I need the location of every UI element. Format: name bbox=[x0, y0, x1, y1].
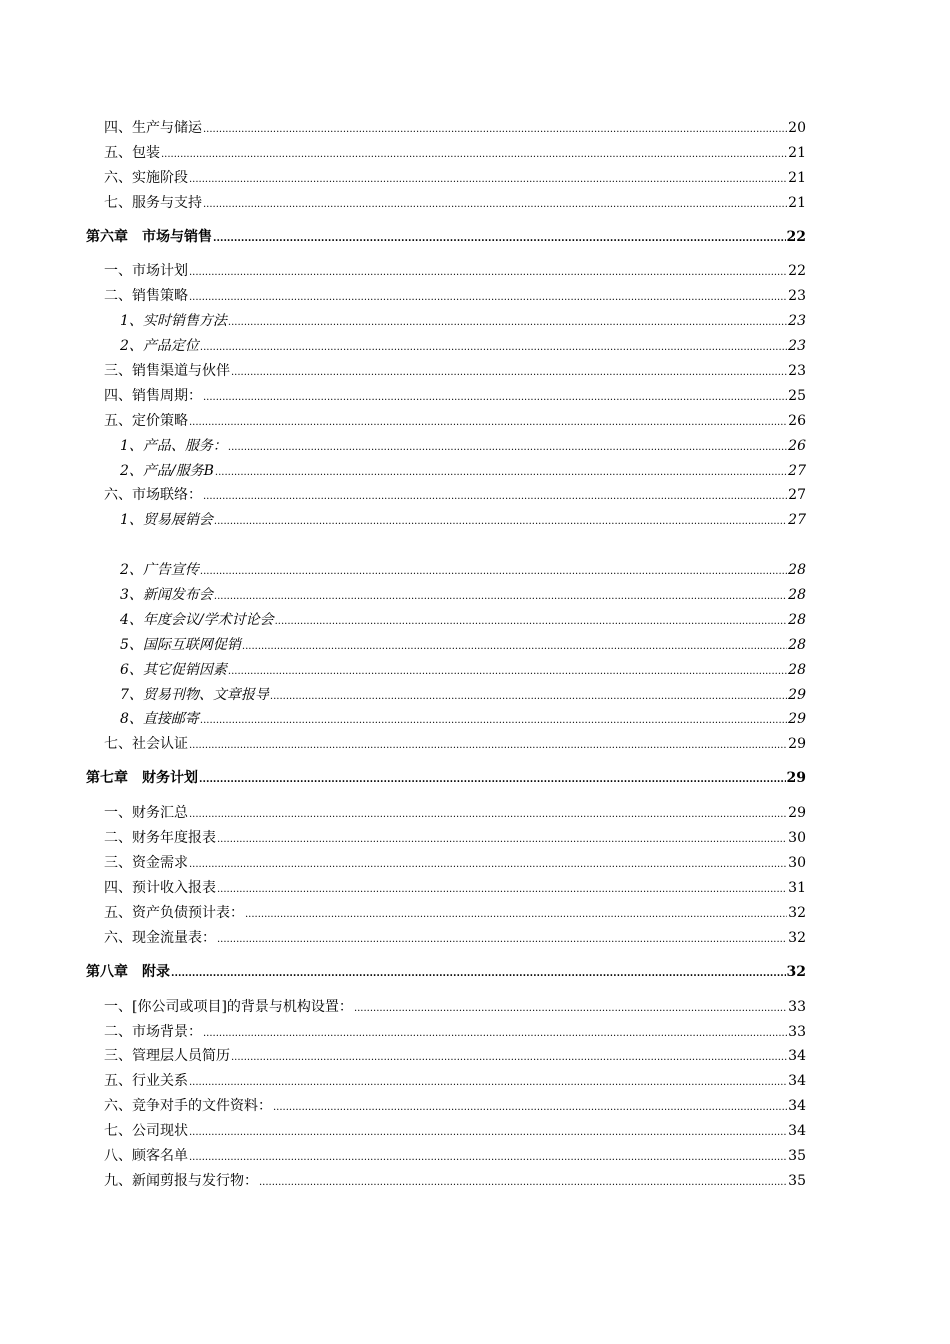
toc-page-number: 29 bbox=[788, 711, 806, 728]
toc-entry[interactable] bbox=[86, 380, 806, 405]
toc-entry[interactable] bbox=[86, 554, 806, 579]
toc-entry-label: 2、产品/服务B bbox=[120, 462, 214, 479]
toc-entry-label: 六、市场联络： bbox=[104, 487, 202, 504]
toc-entry[interactable] bbox=[86, 430, 806, 455]
toc-entry-label: 六、实施阶段 bbox=[104, 169, 188, 186]
toc-page-number: 26 bbox=[788, 437, 806, 454]
toc-entry-label: 一、市场计划 bbox=[104, 263, 188, 280]
toc-leader-dots bbox=[259, 1172, 787, 1190]
toc-leader-dots bbox=[273, 1097, 787, 1115]
toc-entry[interactable] bbox=[86, 922, 806, 947]
toc-leader-dots bbox=[189, 735, 787, 753]
toc-page-number: 35 bbox=[788, 1147, 806, 1164]
toc-leader-dots bbox=[189, 1147, 787, 1165]
toc-entry[interactable] bbox=[86, 405, 806, 430]
toc-entry[interactable] bbox=[86, 1041, 806, 1066]
toc-entry[interactable] bbox=[86, 1165, 806, 1190]
toc-page-number: 32 bbox=[788, 904, 806, 921]
toc-entry-label: 七、服务与支持 bbox=[104, 194, 202, 211]
toc-leader-dots bbox=[171, 963, 786, 981]
toc-entry-label: 二、销售策略 bbox=[104, 288, 188, 305]
toc-entry-label: 九、新闻剪报与发行物： bbox=[104, 1172, 258, 1189]
toc-page-number: 34 bbox=[788, 1048, 806, 1065]
toc-page-number: 28 bbox=[788, 611, 806, 628]
toc-entry-label: 二、财务年度报表 bbox=[104, 830, 216, 847]
toc-leader-dots bbox=[270, 686, 787, 704]
toc-entry-label: 第六章 市场与销售 bbox=[86, 228, 212, 245]
toc-page-number: 20 bbox=[788, 119, 806, 136]
toc-entry-label: 第八章 附录 bbox=[86, 963, 170, 980]
toc-entry-label: 1、实时销售方法 bbox=[120, 313, 227, 330]
toc-chapter-entry[interactable] bbox=[86, 763, 806, 787]
toc-entry-label: 六、现金流量表： bbox=[104, 929, 216, 946]
toc-page-number: 34 bbox=[788, 1073, 806, 1090]
toc-page-number: 23 bbox=[788, 363, 806, 380]
toc-entry[interactable] bbox=[86, 991, 806, 1016]
toc-page-number: 26 bbox=[788, 412, 806, 429]
toc-leader-dots bbox=[203, 1023, 787, 1041]
toc-entry[interactable] bbox=[86, 1115, 806, 1140]
toc-entry-label: 三、资金需求 bbox=[104, 855, 188, 872]
toc-entry[interactable] bbox=[86, 1016, 806, 1041]
toc-entry[interactable] bbox=[86, 280, 806, 305]
toc-leader-dots bbox=[231, 1047, 787, 1065]
toc-entry-label: 四、销售周期： bbox=[104, 387, 202, 404]
toc-entry[interactable] bbox=[86, 579, 806, 604]
toc-entry[interactable] bbox=[86, 604, 806, 629]
toc-leader-dots bbox=[215, 462, 787, 480]
toc-entry-label: 七、社会认证 bbox=[104, 736, 188, 753]
toc-entry[interactable] bbox=[86, 112, 806, 137]
toc-page-number: 27 bbox=[788, 512, 806, 529]
toc-entry[interactable] bbox=[86, 704, 806, 729]
toc-leader-dots bbox=[203, 194, 787, 212]
toc-entry[interactable] bbox=[86, 679, 806, 704]
toc-page-number: 35 bbox=[788, 1172, 806, 1189]
toc-entry-label: 五、定价策略 bbox=[104, 412, 188, 429]
toc-page-number: 27 bbox=[788, 487, 806, 504]
toc-leader-dots bbox=[200, 710, 787, 728]
toc-page-number: 28 bbox=[788, 587, 806, 604]
toc-entry[interactable] bbox=[86, 504, 806, 529]
toc-entry-label: 三、销售渠道与伙伴 bbox=[104, 363, 230, 380]
toc-page-number: 21 bbox=[788, 169, 806, 186]
toc-page-number: 27 bbox=[788, 462, 806, 479]
toc-entry-label: 八、顾客名单 bbox=[104, 1147, 188, 1164]
toc-entry-label: 六、竞争对手的文件资料： bbox=[104, 1098, 272, 1115]
toc-page-number: 21 bbox=[788, 144, 806, 161]
toc-page-number: 34 bbox=[788, 1098, 806, 1115]
toc-page-number: 34 bbox=[788, 1123, 806, 1140]
toc-entry-label: 4、年度会议/学术讨论会 bbox=[120, 611, 274, 628]
toc-page-number: 30 bbox=[788, 830, 806, 847]
toc-entry-label: 二、市场背景： bbox=[104, 1023, 202, 1040]
toc-page-number: 29 bbox=[788, 805, 806, 822]
toc-page-number: 29 bbox=[788, 686, 806, 703]
toc-chapter-entry[interactable] bbox=[86, 222, 806, 246]
toc-entry-label: 7、贸易刊物、文章报导 bbox=[120, 686, 269, 703]
toc-entry[interactable] bbox=[86, 872, 806, 897]
toc-leader-dots bbox=[203, 119, 787, 137]
toc-page-number: 28 bbox=[788, 636, 806, 653]
toc-leader-dots bbox=[189, 412, 787, 430]
toc-page-number: 32 bbox=[788, 929, 806, 946]
toc-entry[interactable] bbox=[86, 654, 806, 679]
toc-leader-dots bbox=[203, 387, 787, 405]
toc-leader-dots bbox=[217, 829, 787, 847]
toc-leader-dots bbox=[189, 804, 787, 822]
toc-leader-dots bbox=[189, 854, 787, 872]
toc-entry[interactable] bbox=[86, 162, 806, 187]
toc-entry-label: 2、广告宣传 bbox=[120, 562, 199, 579]
toc-entry-label: 1、产品、服务： bbox=[120, 437, 227, 454]
toc-entry[interactable] bbox=[86, 1065, 806, 1090]
toc-leader-dots bbox=[189, 287, 787, 305]
toc-entry-label: 8、直接邮寄 bbox=[120, 711, 199, 728]
toc-entry[interactable] bbox=[86, 355, 806, 380]
toc-entry[interactable] bbox=[86, 897, 806, 922]
toc-entry[interactable] bbox=[86, 629, 806, 654]
toc-entry-label: 5、国际互联网促销 bbox=[120, 636, 241, 653]
toc-entry[interactable] bbox=[86, 1090, 806, 1115]
toc-leader-dots bbox=[189, 262, 787, 280]
toc-entry-label: 五、包装 bbox=[104, 144, 160, 161]
toc-page-number: 23 bbox=[788, 313, 806, 330]
toc-entry-label: 四、生产与储运 bbox=[104, 119, 202, 136]
toc-leader-dots bbox=[354, 998, 787, 1016]
toc-leader-dots bbox=[214, 586, 787, 604]
toc-leader-dots bbox=[228, 437, 787, 455]
toc-entry[interactable] bbox=[86, 822, 806, 847]
toc-page-number: 28 bbox=[788, 661, 806, 678]
toc-page-number: 21 bbox=[788, 194, 806, 211]
toc-page-number: 25 bbox=[788, 387, 806, 404]
toc-entry-label: 6、其它促销因素 bbox=[120, 661, 227, 678]
toc-page-number: 23 bbox=[788, 288, 806, 305]
toc-leader-dots bbox=[189, 1072, 787, 1090]
toc-entry[interactable] bbox=[86, 455, 806, 480]
toc-entry-label: 第七章 财务计划 bbox=[86, 770, 198, 787]
toc-leader-dots bbox=[189, 1122, 787, 1140]
toc-leader-dots bbox=[228, 312, 787, 330]
toc-leader-dots bbox=[203, 486, 787, 504]
table-of-contents bbox=[86, 112, 806, 1190]
toc-leader-dots bbox=[213, 228, 786, 246]
toc-entry[interactable] bbox=[86, 728, 806, 753]
toc-leader-dots bbox=[231, 362, 787, 380]
toc-leader-dots bbox=[200, 561, 787, 579]
toc-entry-label: 三、管理层人员简历 bbox=[104, 1048, 230, 1065]
toc-page-number: 32 bbox=[786, 963, 806, 980]
toc-entry[interactable] bbox=[86, 187, 806, 212]
toc-page-number: 29 bbox=[788, 736, 806, 753]
toc-entry[interactable] bbox=[86, 480, 806, 505]
toc-page-number: 22 bbox=[788, 263, 806, 280]
toc-entry-label: 五、资产负债预计表： bbox=[104, 904, 244, 921]
toc-leader-dots bbox=[245, 904, 787, 922]
toc-entry[interactable] bbox=[86, 797, 806, 822]
toc-leader-dots bbox=[161, 144, 787, 162]
toc-page-number: 22 bbox=[786, 228, 806, 245]
toc-entry-label: 1、贸易展销会 bbox=[120, 512, 213, 529]
toc-entry-label: 七、公司现状 bbox=[104, 1123, 188, 1140]
toc-entry-label: 一、[你公司或项目]的背景与机构设置： bbox=[104, 998, 353, 1015]
toc-leader-dots bbox=[217, 879, 787, 897]
toc-entry[interactable] bbox=[86, 256, 806, 281]
toc-page-number: 29 bbox=[786, 770, 806, 787]
toc-entry-label: 五、行业关系 bbox=[104, 1073, 188, 1090]
toc-leader-dots bbox=[214, 511, 787, 529]
toc-page-number: 31 bbox=[788, 879, 806, 896]
toc-page-number: 30 bbox=[788, 855, 806, 872]
toc-page-number: 33 bbox=[788, 998, 806, 1015]
toc-page-number: 33 bbox=[788, 1023, 806, 1040]
toc-leader-dots bbox=[199, 769, 786, 787]
toc-entry-label: 2、产品定位 bbox=[120, 338, 199, 355]
toc-entry[interactable] bbox=[86, 330, 806, 355]
toc-entry[interactable] bbox=[86, 847, 806, 872]
toc-entry[interactable] bbox=[86, 137, 806, 162]
toc-chapter-entry[interactable] bbox=[86, 957, 806, 981]
toc-entry-label: 四、预计收入报表 bbox=[104, 879, 216, 896]
toc-leader-dots bbox=[200, 337, 787, 355]
toc-leader-dots bbox=[242, 636, 787, 654]
toc-entry-label: 3、新闻发布会 bbox=[120, 587, 213, 604]
toc-leader-dots bbox=[217, 929, 787, 947]
toc-entry[interactable] bbox=[86, 1140, 806, 1165]
toc-entry[interactable] bbox=[86, 305, 806, 330]
toc-leader-dots bbox=[275, 611, 788, 629]
toc-page-number: 28 bbox=[788, 562, 806, 579]
toc-leader-dots bbox=[189, 169, 787, 187]
toc-page-number: 23 bbox=[788, 338, 806, 355]
toc-leader-dots bbox=[228, 661, 787, 679]
toc-entry-label: 一、财务汇总 bbox=[104, 805, 188, 822]
